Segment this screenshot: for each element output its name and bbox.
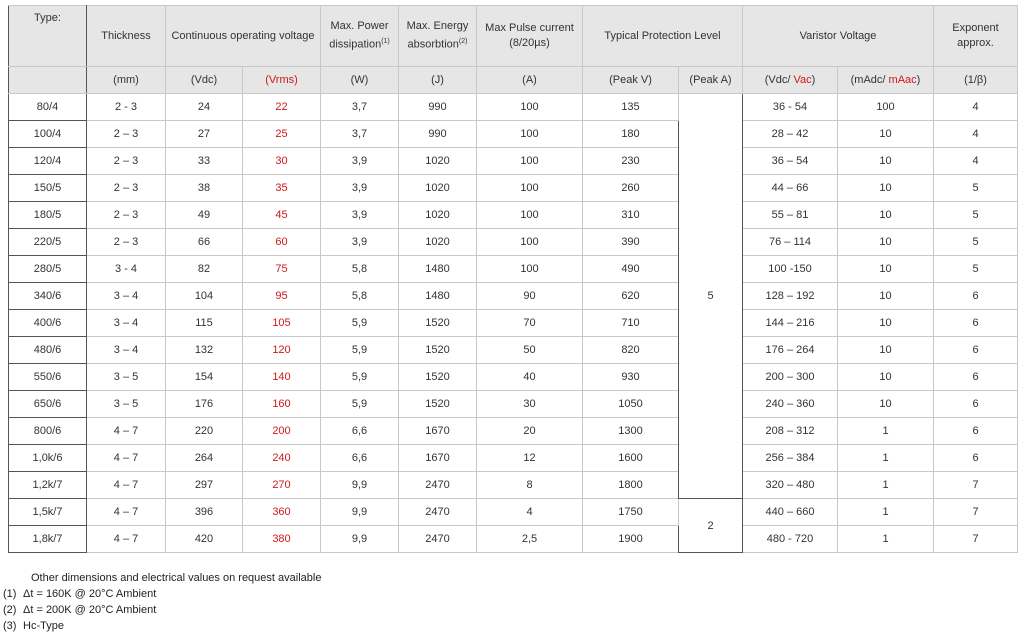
- cell-type: 100/4: [9, 121, 87, 148]
- header-energy-footnote: (2): [458, 38, 468, 46]
- cell-peak-v: 490: [583, 256, 679, 283]
- unit-vdc: (Vdc): [166, 67, 243, 94]
- cell-peak-v: 1800: [583, 472, 679, 499]
- table-row: [9, 148, 1018, 175]
- cell-vdc: 66: [166, 229, 243, 256]
- cell-vdc: 220: [166, 418, 243, 445]
- footnote-text: Δt = 200K @ 20°C Ambient: [23, 604, 157, 616]
- footnote-number: (2): [3, 604, 17, 616]
- table-row: [9, 202, 1018, 229]
- cell-energy: 1020: [399, 229, 477, 256]
- cell-exponent: 7: [934, 499, 1018, 526]
- cell-power: 6,6: [321, 445, 399, 472]
- cell-vrms: 160: [243, 391, 321, 418]
- cell-type: 550/6: [9, 364, 87, 391]
- cell-exponent: 6: [934, 445, 1018, 472]
- notes-lead: Other dimensions and electrical values on request available: [31, 572, 322, 584]
- cell-power: 9,9: [321, 499, 399, 526]
- cell-current: 1: [838, 472, 934, 499]
- cell-varistor-voltage: 440 – 660: [743, 499, 838, 526]
- cell-energy: 1520: [399, 310, 477, 337]
- cell-vrms: 240: [243, 445, 321, 472]
- unit-beta: (1/β): [934, 67, 1018, 94]
- table-row: [9, 94, 1018, 121]
- cell-thickness: 3 – 4: [87, 310, 166, 337]
- cell-varistor-voltage: 200 – 300: [743, 364, 838, 391]
- cell-pulse-current: 70: [477, 310, 583, 337]
- unit-type: [9, 67, 87, 94]
- cell-pulse-current: 100: [477, 148, 583, 175]
- cell-current: 10: [838, 256, 934, 283]
- cell-vdc: 38: [166, 175, 243, 202]
- cell-type: 1,8k/7: [9, 526, 87, 553]
- cell-exponent: 7: [934, 472, 1018, 499]
- cell-varistor-voltage: 480 - 720: [743, 526, 838, 553]
- cell-vdc: 104: [166, 283, 243, 310]
- cell-power: 3,7: [321, 121, 399, 148]
- cell-exponent: 5: [934, 175, 1018, 202]
- cell-peak-a: 2: [679, 499, 743, 553]
- cell-type: 1,0k/6: [9, 445, 87, 472]
- unit-thickness: (mm): [87, 67, 166, 94]
- cell-current: 10: [838, 175, 934, 202]
- table-row: [9, 283, 1018, 310]
- cell-pulse-current: 12: [477, 445, 583, 472]
- cell-type: 1,5k/7: [9, 499, 87, 526]
- cell-vrms: 75: [243, 256, 321, 283]
- cell-exponent: 6: [934, 283, 1018, 310]
- cell-vdc: 396: [166, 499, 243, 526]
- cell-energy: 1670: [399, 445, 477, 472]
- cell-pulse-current: 4: [477, 499, 583, 526]
- cell-peak-v: 1750: [583, 499, 679, 526]
- cell-thickness: 3 – 5: [87, 364, 166, 391]
- cell-energy: 1520: [399, 391, 477, 418]
- cell-power: 5,8: [321, 283, 399, 310]
- cell-energy: 1020: [399, 202, 477, 229]
- cell-current: 10: [838, 202, 934, 229]
- cell-peak-v: 180: [583, 121, 679, 148]
- unit-j: (J): [399, 67, 477, 94]
- cell-type: 480/6: [9, 337, 87, 364]
- cell-peak-v: 1050: [583, 391, 679, 418]
- cell-vrms: 360: [243, 499, 321, 526]
- header-exponent: Exponent approx.: [934, 6, 1018, 67]
- cell-type: 1,2k/7: [9, 472, 87, 499]
- cell-pulse-current: 100: [477, 202, 583, 229]
- cell-varistor-voltage: 76 – 114: [743, 229, 838, 256]
- table-row: [9, 364, 1018, 391]
- cell-energy: 1520: [399, 337, 477, 364]
- cell-peak-v: 620: [583, 283, 679, 310]
- cell-current: 1: [838, 526, 934, 553]
- cell-vrms: 120: [243, 337, 321, 364]
- cell-type: 150/5: [9, 175, 87, 202]
- footnote-1: [0, 586, 321, 602]
- cell-current: 1: [838, 445, 934, 472]
- cell-vrms: 200: [243, 418, 321, 445]
- cell-type: 220/5: [9, 229, 87, 256]
- table-row: [9, 337, 1018, 364]
- cell-varistor-voltage: 36 – 54: [743, 148, 838, 175]
- cell-varistor-voltage: 128 – 192: [743, 283, 838, 310]
- cell-type: 120/4: [9, 148, 87, 175]
- cell-energy: 2470: [399, 526, 477, 553]
- cell-thickness: 3 – 4: [87, 283, 166, 310]
- cell-energy: 990: [399, 94, 477, 121]
- cell-thickness: 2 – 3: [87, 121, 166, 148]
- cell-vrms: 22: [243, 94, 321, 121]
- cell-type: 800/6: [9, 418, 87, 445]
- cell-exponent: 5: [934, 229, 1018, 256]
- unit-vv-close: ): [811, 74, 816, 86]
- footnote-text: Δt = 160K @ 20°C Ambient: [23, 588, 157, 600]
- table-row: [9, 418, 1018, 445]
- cell-exponent: 4: [934, 121, 1018, 148]
- cell-varistor-voltage: 144 – 216: [743, 310, 838, 337]
- header-energy: [399, 6, 477, 67]
- unit-peak-v: (Peak V): [583, 67, 679, 94]
- cell-vdc: 24: [166, 94, 243, 121]
- cell-vrms: 30: [243, 148, 321, 175]
- header-type: Type:: [9, 6, 87, 67]
- cell-energy: 1520: [399, 364, 477, 391]
- cell-peak-v: 230: [583, 148, 679, 175]
- table-row: [9, 310, 1018, 337]
- footnote-3: [0, 618, 321, 634]
- unit-vv-dc: (Vdc/: [764, 74, 794, 86]
- cell-peak-v: 930: [583, 364, 679, 391]
- table-row: [9, 499, 1018, 526]
- cell-pulse-current: 100: [477, 94, 583, 121]
- footnote-text: Hc-Type: [23, 620, 64, 632]
- header-row: [9, 6, 1018, 67]
- table-row: [9, 472, 1018, 499]
- cell-exponent: 6: [934, 337, 1018, 364]
- cell-exponent: 5: [934, 256, 1018, 283]
- header-protection-level: Typical Protection Level: [583, 6, 743, 67]
- cell-pulse-current: 100: [477, 175, 583, 202]
- cell-thickness: 4 – 7: [87, 445, 166, 472]
- cell-type: 400/6: [9, 310, 87, 337]
- cell-vdc: 154: [166, 364, 243, 391]
- cell-current: 10: [838, 337, 934, 364]
- cell-current: 10: [838, 283, 934, 310]
- cell-exponent: 4: [934, 148, 1018, 175]
- cell-energy: 1020: [399, 148, 477, 175]
- header-energy-label: Max. Energy absorbtion: [406, 20, 469, 51]
- cell-pulse-current: 30: [477, 391, 583, 418]
- cell-varistor-voltage: 320 – 480: [743, 472, 838, 499]
- cell-vrms: 60: [243, 229, 321, 256]
- cell-energy: 990: [399, 121, 477, 148]
- header-pulse-current: Max Pulse current (8/20µs): [477, 6, 583, 67]
- table-row: [9, 526, 1018, 553]
- cell-vdc: 420: [166, 526, 243, 553]
- cell-current: 10: [838, 229, 934, 256]
- cell-power: 9,9: [321, 472, 399, 499]
- cell-exponent: 6: [934, 418, 1018, 445]
- cell-peak-a: 5: [679, 94, 743, 499]
- cell-exponent: 6: [934, 391, 1018, 418]
- table-row: [9, 445, 1018, 472]
- cell-vdc: 33: [166, 148, 243, 175]
- units-row: [9, 67, 1018, 94]
- header-power: [321, 6, 399, 67]
- cell-thickness: 2 – 3: [87, 175, 166, 202]
- cell-power: 3,9: [321, 148, 399, 175]
- cell-vrms: 270: [243, 472, 321, 499]
- cell-peak-v: 260: [583, 175, 679, 202]
- cell-peak-v: 1900: [583, 526, 679, 553]
- cell-thickness: 3 – 5: [87, 391, 166, 418]
- unit-vv-ac: Vac: [793, 74, 812, 86]
- cell-vdc: 49: [166, 202, 243, 229]
- unit-peak-a: (Peak A): [679, 67, 743, 94]
- cell-vrms: 35: [243, 175, 321, 202]
- table-row: [9, 229, 1018, 256]
- cell-vrms: 380: [243, 526, 321, 553]
- cell-exponent: 6: [934, 364, 1018, 391]
- cell-energy: 1480: [399, 256, 477, 283]
- cell-thickness: 4 – 7: [87, 526, 166, 553]
- cell-peak-v: 1300: [583, 418, 679, 445]
- unit-current: [838, 67, 934, 94]
- cell-vdc: 297: [166, 472, 243, 499]
- cell-energy: 1670: [399, 418, 477, 445]
- cell-thickness: 3 - 4: [87, 256, 166, 283]
- cell-peak-v: 710: [583, 310, 679, 337]
- cell-thickness: 4 – 7: [87, 418, 166, 445]
- unit-ma-close: ): [916, 74, 921, 86]
- cell-energy: 1020: [399, 175, 477, 202]
- cell-vdc: 176: [166, 391, 243, 418]
- cell-peak-v: 310: [583, 202, 679, 229]
- cell-varistor-voltage: 28 – 42: [743, 121, 838, 148]
- cell-thickness: 4 – 7: [87, 472, 166, 499]
- cell-power: 6,6: [321, 418, 399, 445]
- cell-vrms: 105: [243, 310, 321, 337]
- table-row: [9, 391, 1018, 418]
- cell-thickness: 2 – 3: [87, 148, 166, 175]
- unit-varistor-voltage: [743, 67, 838, 94]
- cell-varistor-voltage: 208 – 312: [743, 418, 838, 445]
- cell-varistor-voltage: 36 - 54: [743, 94, 838, 121]
- cell-pulse-current: 90: [477, 283, 583, 310]
- cell-peak-v: 135: [583, 94, 679, 121]
- footnote-number: (3): [3, 620, 17, 632]
- cell-current: 10: [838, 121, 934, 148]
- unit-ma-ac: mAac: [888, 74, 917, 86]
- cell-power: 5,9: [321, 391, 399, 418]
- cell-thickness: 3 – 4: [87, 337, 166, 364]
- cell-power: 5,8: [321, 256, 399, 283]
- cell-thickness: 2 – 3: [87, 202, 166, 229]
- cell-type: 280/5: [9, 256, 87, 283]
- cell-varistor-voltage: 55 – 81: [743, 202, 838, 229]
- cell-thickness: 2 – 3: [87, 229, 166, 256]
- cell-varistor-voltage: 256 – 384: [743, 445, 838, 472]
- cell-exponent: 5: [934, 202, 1018, 229]
- cell-varistor-voltage: 100 -150: [743, 256, 838, 283]
- cell-power: 5,9: [321, 337, 399, 364]
- cell-type: 180/5: [9, 202, 87, 229]
- cell-power: 3,7: [321, 94, 399, 121]
- cell-power: 3,9: [321, 175, 399, 202]
- cell-power: 9,9: [321, 526, 399, 553]
- cell-thickness: 4 – 7: [87, 499, 166, 526]
- cell-pulse-current: 8: [477, 472, 583, 499]
- varistor-spec-table: [8, 5, 1018, 553]
- cell-pulse-current: 50: [477, 337, 583, 364]
- cell-power: 5,9: [321, 310, 399, 337]
- cell-current: 1: [838, 499, 934, 526]
- cell-current: 10: [838, 391, 934, 418]
- header-varistor-voltage: Varistor Voltage: [743, 6, 934, 67]
- header-power-footnote: (1): [381, 38, 390, 46]
- cell-exponent: 6: [934, 310, 1018, 337]
- cell-energy: 2470: [399, 472, 477, 499]
- unit-a: (A): [477, 67, 583, 94]
- cell-pulse-current: 100: [477, 121, 583, 148]
- unit-w: (W): [321, 67, 399, 94]
- cell-vdc: 82: [166, 256, 243, 283]
- cell-pulse-current: 40: [477, 364, 583, 391]
- cell-power: 3,9: [321, 202, 399, 229]
- cell-pulse-current: 100: [477, 256, 583, 283]
- cell-peak-v: 820: [583, 337, 679, 364]
- footnote-number: (1): [3, 588, 17, 600]
- cell-vdc: 115: [166, 310, 243, 337]
- notes: [0, 570, 321, 634]
- cell-power: 3,9: [321, 229, 399, 256]
- cell-energy: 2470: [399, 499, 477, 526]
- cell-peak-v: 1600: [583, 445, 679, 472]
- cell-vrms: 25: [243, 121, 321, 148]
- cell-pulse-current: 20: [477, 418, 583, 445]
- cell-pulse-current: 2,5: [477, 526, 583, 553]
- table-row: [9, 175, 1018, 202]
- header-continuous-voltage: Continuous operating voltage: [166, 6, 321, 67]
- cell-current: 10: [838, 364, 934, 391]
- cell-thickness: 2 - 3: [87, 94, 166, 121]
- cell-varistor-voltage: 176 – 264: [743, 337, 838, 364]
- cell-type: 650/6: [9, 391, 87, 418]
- footnote-2: [0, 602, 321, 618]
- cell-vdc: 27: [166, 121, 243, 148]
- header-thickness: Thickness: [87, 6, 166, 67]
- cell-vrms: 140: [243, 364, 321, 391]
- cell-pulse-current: 100: [477, 229, 583, 256]
- cell-energy: 1480: [399, 283, 477, 310]
- cell-current: 1: [838, 418, 934, 445]
- cell-vdc: 264: [166, 445, 243, 472]
- header-power-label: Max. Power dissipation: [329, 20, 389, 51]
- cell-type: 340/6: [9, 283, 87, 310]
- unit-ma-dc: (mAdc/: [850, 74, 889, 86]
- cell-varistor-voltage: 240 – 360: [743, 391, 838, 418]
- table-row: [9, 121, 1018, 148]
- cell-type: 80/4: [9, 94, 87, 121]
- unit-vrms: (Vrms): [243, 67, 321, 94]
- cell-vdc: 132: [166, 337, 243, 364]
- cell-current: 10: [838, 310, 934, 337]
- cell-current: 100: [838, 94, 934, 121]
- cell-peak-v: 390: [583, 229, 679, 256]
- cell-varistor-voltage: 44 – 66: [743, 175, 838, 202]
- cell-exponent: 4: [934, 94, 1018, 121]
- cell-vrms: 45: [243, 202, 321, 229]
- cell-exponent: 7: [934, 526, 1018, 553]
- table-row: [9, 256, 1018, 283]
- cell-power: 5,9: [321, 364, 399, 391]
- cell-vrms: 95: [243, 283, 321, 310]
- cell-current: 10: [838, 148, 934, 175]
